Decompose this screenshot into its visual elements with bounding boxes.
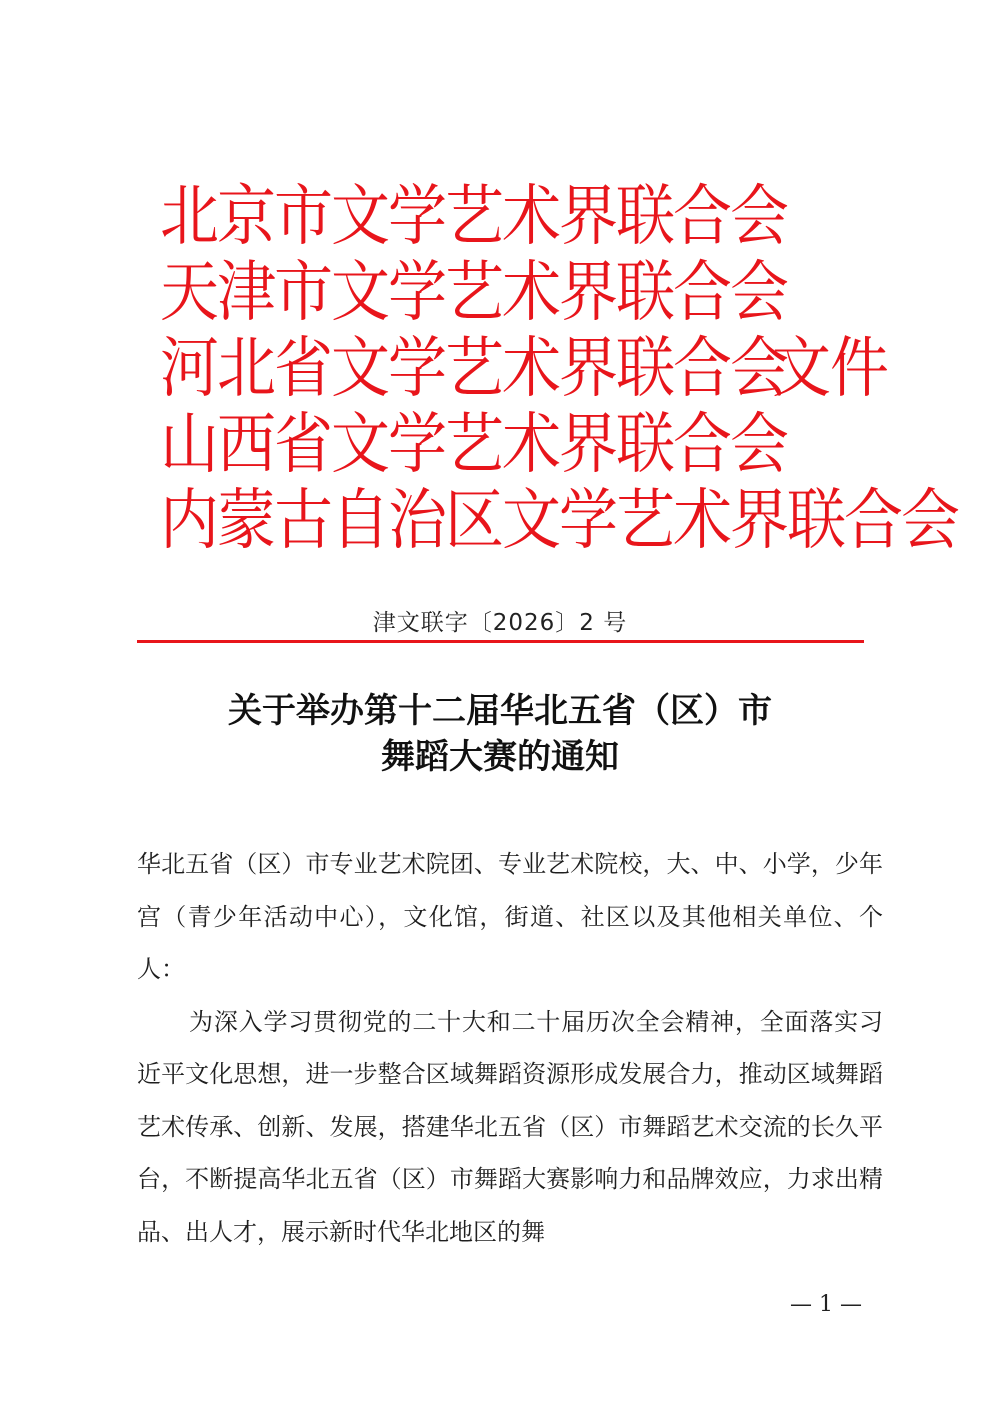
issuer-shanxi: 山西省文学艺术界联合会 bbox=[160, 404, 788, 483]
page-number: — 1 — bbox=[790, 1292, 862, 1317]
issuer-tianjin: 天津市文学艺术界联合会 bbox=[160, 252, 788, 331]
body-paragraph: 为深入学习贯彻党的二十大和二十届历次全会精神，全面落实习近平文化思想，进一步整合区域舞蹈资源形成发展合力，推动区域舞蹈艺术传承、创新、发展，搭建华北五省（区）市舞蹈艺术交流的长久平台，不断提高华北五省（区）市舞蹈大赛影响力和品牌效应，力求出精品、出人才，展示新时代华北地区的舞 bbox=[137, 1007, 883, 1246]
title-line-1: 关于举办第十二届华北五省（区）市 bbox=[228, 691, 772, 731]
document-number: 津文联字〔2026〕2 号 bbox=[372, 610, 628, 636]
title-line-2: 舞蹈大赛的通知 bbox=[381, 737, 619, 777]
notice-body bbox=[137, 838, 883, 1258]
issuer-beijing: 北京市文学艺术界联合会 bbox=[160, 176, 788, 255]
addressee: 华北五省（区）市专业艺术院团、专业艺术院校，大、中、小学，少年宫（青少年活动中心），文化馆，街道、社区以及其他相关单位、个人： bbox=[137, 850, 883, 983]
notice-title bbox=[0, 688, 1000, 780]
issuer-inner-mongolia: 内蒙古自治区文学艺术界联合会 bbox=[160, 480, 959, 559]
document-label: 文件 bbox=[772, 328, 889, 407]
issuer-hebei: 河北省文学艺术界联合会 bbox=[160, 328, 788, 407]
red-divider bbox=[137, 640, 864, 643]
